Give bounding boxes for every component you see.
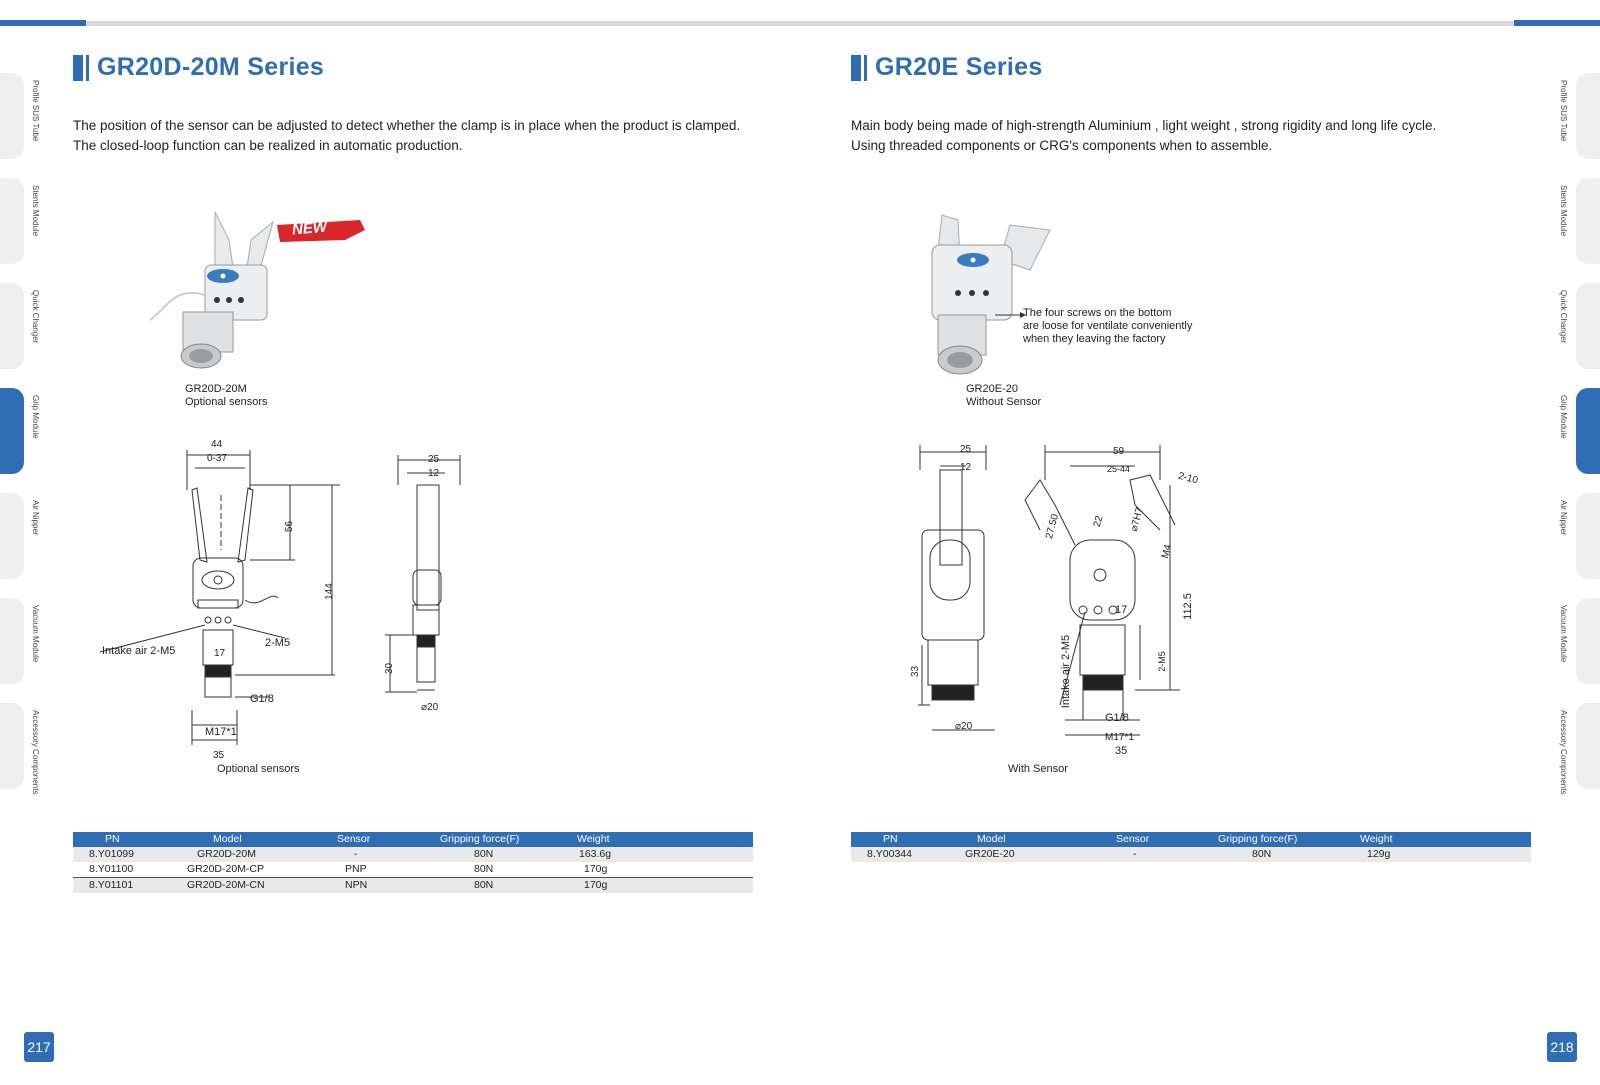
col-header: Gripping force(F): [440, 833, 520, 845]
table-cell: 80N: [474, 863, 494, 875]
side-tab-accessory[interactable]: [1576, 703, 1600, 789]
dim-label: M17*1: [205, 726, 237, 738]
side-tab-vacuum[interactable]: [0, 598, 24, 684]
photo-annotation: [1023, 307, 1192, 346]
top-divider: [0, 21, 1600, 26]
dim-label: 17: [214, 648, 226, 659]
table-row: [73, 847, 753, 862]
side-tab-label: Vacuum Module: [31, 605, 40, 663]
left-description: [73, 116, 803, 155]
dim-label: 56: [284, 520, 296, 533]
side-tab-label: Quick Changer: [1559, 290, 1568, 344]
desc-line: Main body being made of high-strength Aluminium , light weight , strong rigidity and long life cycle.: [851, 118, 1437, 133]
table-cell: 80N: [474, 879, 494, 891]
col-header: Weight: [1360, 833, 1393, 845]
side-tab-stents[interactable]: [1576, 178, 1600, 264]
dim-label: G1/8: [1105, 712, 1129, 724]
dim-label: M4: [1159, 543, 1175, 560]
side-tab-label: Stents Module: [1559, 185, 1568, 237]
dim-label: M17*1: [1105, 732, 1134, 743]
side-tab-profile[interactable]: [1576, 73, 1600, 159]
model-note: Optional sensors: [185, 396, 268, 408]
table-cell: 8.Y01100: [89, 863, 134, 875]
col-header: Gripping force(F): [1218, 833, 1298, 845]
table-cell: -: [354, 848, 358, 860]
col-header: Sensor: [337, 833, 371, 845]
side-tab-label: Accessory Components: [31, 710, 40, 795]
dim-label: 25: [960, 444, 972, 455]
top-accent-right: [1514, 20, 1600, 26]
gr20d-technical-drawing: [95, 440, 495, 785]
gr20d-product-photo: [145, 200, 385, 380]
side-tab-label: Air Nipper: [31, 500, 40, 536]
dim-label: G1/8: [250, 693, 274, 705]
table-cell: 8.Y01101: [89, 879, 134, 891]
dim-label: 59: [1113, 446, 1125, 457]
dim-label: 33: [910, 665, 922, 678]
table-cell: 8.Y00344: [867, 848, 912, 860]
annotation-line: are loose for ventilate conveniently: [1023, 320, 1193, 332]
dim-label: 35: [213, 750, 225, 761]
title-marker: [864, 55, 867, 81]
title-marker: [73, 55, 83, 81]
table-cell: 170g: [584, 863, 608, 875]
right-spec-table: [851, 832, 1531, 862]
table-cell: GR20D-20M-CN: [187, 879, 265, 891]
table-header: [851, 832, 1531, 847]
table-cell: 80N: [474, 848, 494, 860]
side-tab-label: Stents Module: [31, 185, 40, 237]
dim-label: 27.50: [1043, 512, 1062, 541]
side-tab-stents[interactable]: [0, 178, 24, 264]
model-name: GR20E-20: [966, 383, 1018, 395]
dim-label: 2-M5: [1156, 651, 1167, 672]
title-marker: [86, 55, 89, 81]
table-cell: 163.6g: [579, 848, 612, 860]
table-cell: PNP: [345, 863, 367, 875]
side-tab-label: Vacuum Module: [1559, 605, 1568, 663]
table-cell: 170g: [584, 879, 608, 891]
side-tab-profile[interactable]: [0, 73, 24, 159]
side-tab-grip-module[interactable]: [0, 388, 24, 474]
dim-label: 22: [1091, 514, 1106, 529]
desc-line: Using threaded components or CRG's components when to assemble.: [851, 137, 1273, 153]
col-header: Model: [213, 833, 242, 845]
photo-caption: [966, 383, 1041, 409]
table-row: [73, 878, 753, 893]
col-header: Sensor: [1116, 833, 1150, 845]
dim-label: 2-M5: [265, 637, 291, 649]
col-header: PN: [105, 833, 120, 845]
left-title-block: [73, 53, 324, 82]
left-spec-table: [73, 832, 753, 893]
table-cell: -: [1133, 848, 1137, 860]
side-tab-label: Air Nipper: [1559, 500, 1568, 536]
right-title-block: [851, 53, 1043, 82]
side-tab-label: Profile SUS Tube: [1559, 80, 1568, 142]
dim-label: Intake air 2-M5: [102, 645, 176, 657]
dim-label: ⌀7H7: [1128, 506, 1146, 533]
page-title: GR20E Series: [875, 53, 1043, 81]
side-tab-label: Profile SUS Tube: [31, 80, 40, 142]
col-header: PN: [883, 833, 898, 845]
col-header: Weight: [577, 833, 610, 845]
col-header: Model: [977, 833, 1006, 845]
table-cell: 8.Y01099: [89, 848, 134, 860]
gr20e-product-photo: [900, 200, 1060, 385]
dim-label: 44: [211, 439, 223, 450]
table-cell: 129g: [1367, 848, 1391, 860]
side-tab-grip-module[interactable]: [1576, 388, 1600, 474]
dim-label: 30: [384, 662, 396, 675]
side-tab-label: Grip Module: [1559, 395, 1568, 439]
page-number: 217: [24, 1032, 54, 1062]
dim-label: 144: [323, 583, 335, 600]
dim-label: Intake air 2-M5: [1060, 634, 1073, 709]
top-accent-left: [0, 20, 86, 26]
table-row: [73, 862, 753, 877]
model-note: Without Sensor: [966, 396, 1042, 408]
side-tab-quick-changer[interactable]: [1576, 283, 1600, 369]
table-cell: GR20D-20M: [197, 848, 256, 860]
desc-line: The closed-loop function can be realized in automatic production.: [73, 137, 463, 153]
side-tab-air-nipper[interactable]: [1576, 493, 1600, 579]
dim-label: ⌀20: [955, 721, 973, 732]
dim-label: 25: [428, 454, 440, 465]
photo-caption: [185, 383, 268, 409]
dim-label: 0-37: [207, 453, 228, 464]
side-tab-label: Accessory Components: [1559, 710, 1568, 795]
dim-label: 25-44: [1107, 464, 1131, 474]
table-row: [851, 847, 1531, 862]
side-tab-label: Quick Changer: [31, 290, 40, 344]
dim-label: 17: [1115, 604, 1128, 616]
drawing-caption: With Sensor: [1008, 763, 1068, 775]
side-tab-vacuum[interactable]: [1576, 598, 1600, 684]
annotation-line: when they leaving the factory: [1023, 333, 1166, 345]
dim-label: 12: [960, 462, 972, 473]
annotation-line: The four screws on the bottom: [1023, 307, 1172, 319]
side-tab-label: Grip Module: [31, 395, 40, 439]
drawing-caption: Optional sensors: [217, 763, 300, 775]
side-tab-quick-changer[interactable]: [0, 283, 24, 369]
new-badge: NEW: [291, 218, 328, 239]
title-marker: [851, 55, 861, 81]
page-title: GR20D-20M Series: [97, 53, 325, 81]
dim-label: 35: [1115, 745, 1128, 757]
table-cell: GR20D-20M-CP: [187, 863, 265, 875]
dim-label: ⌀20: [421, 702, 439, 713]
dim-label: 112.5: [1181, 593, 1194, 620]
side-tab-air-nipper[interactable]: [0, 493, 24, 579]
right-description: [851, 116, 1551, 155]
page-number: 218: [1547, 1032, 1577, 1062]
side-tab-accessory[interactable]: [0, 703, 24, 789]
table-cell: 80N: [1252, 848, 1272, 860]
table-cell: NPN: [345, 879, 368, 891]
table-header: [73, 832, 753, 847]
dim-label: 12: [428, 468, 440, 479]
table-cell: GR20E-20: [965, 848, 1015, 860]
model-name: GR20D-20M: [185, 383, 247, 395]
dim-label: 2-10: [1176, 470, 1200, 487]
desc-line: The position of the sensor can be adjusted to detect whether the clamp is in place when the product is clamped.: [73, 118, 741, 133]
